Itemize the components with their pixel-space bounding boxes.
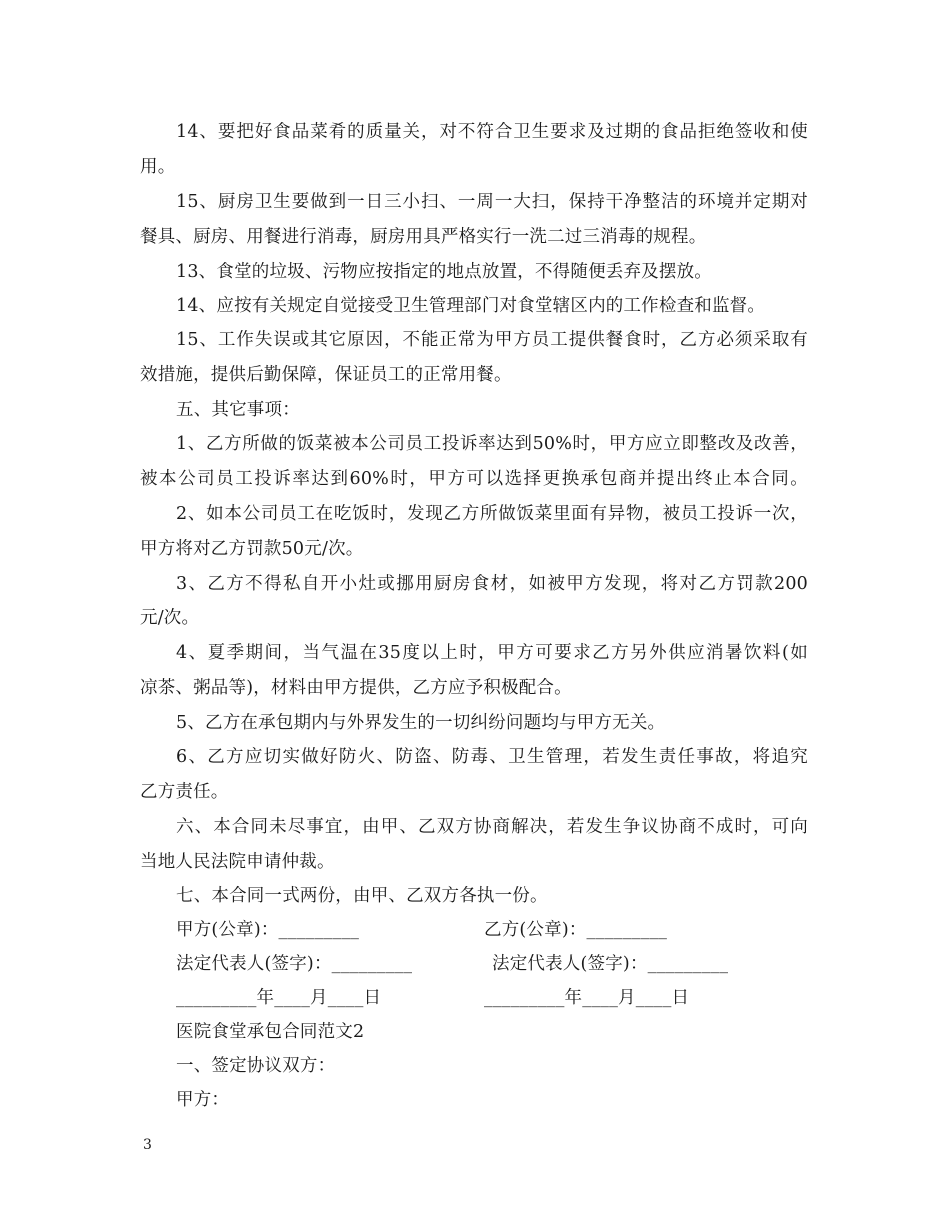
paragraph-line: 14、要把好食品菜肴的质量关，对不符合卫生要求及过期的食品拒绝签收和使 [176, 122, 808, 142]
party-a-representative-field: 法定代表人(签字)：_________ [176, 954, 413, 974]
paragraph-line: 1、乙方所做的饭菜被本公司员工投诉率达到50%时，甲方应立即整改及改善， [176, 434, 808, 454]
paragraph-line: 6、乙方应切实做好防火、防盗、防毒、卫生管理，若发生责任事故，将追究 [176, 747, 808, 767]
section-heading: 五、其它事项： [176, 400, 300, 420]
paragraph-line: 15、厨房卫生要做到一日三小扫、一周一大扫，保持干净整洁的环境并定期对 [176, 192, 808, 212]
paragraph-line: 六、本合同未尽事宜，由甲、乙双方协商解决，若发生争议协商不成时，可向 [176, 817, 808, 837]
paragraph-line: 14、应按有关规定自觉接受卫生管理部门对食堂辖区内的工作检查和监督。 [176, 296, 766, 316]
paragraph-line: 被本公司员工投诉率达到60%时，甲方可以选择更换承包商并提出终止本合同。 [140, 469, 808, 489]
paragraph-line: 用。 [140, 157, 176, 177]
paragraph-line: 4、夏季期间，当气温在35度以上时，甲方可要求乙方另外供应消暑饮料(如 [176, 643, 808, 663]
section-heading: 一、签定协议双方： [176, 1056, 336, 1076]
page-number: 3 [143, 1137, 152, 1153]
paragraph-line: 甲方将对乙方罚款50元/次。 [140, 539, 364, 559]
paragraph-line: 3、乙方不得私自开小灶或挪用厨房食材，如被甲方发现，将对乙方罚款200 [176, 574, 808, 594]
paragraph-line: 2、如本公司员工在吃饭时，发现乙方所做饭菜里面有异物，被员工投诉一次， [176, 504, 808, 524]
paragraph-line: 七、本合同一式两份，由甲、乙双方各执一份。 [176, 886, 548, 906]
paragraph-line: 凉茶、粥品等)，材料由甲方提供，乙方应予积极配合。 [140, 678, 572, 698]
paragraph-line: 13、食堂的垃圾、污物应按指定的地点放置，不得随便丢弃及摆放。 [176, 262, 712, 282]
paragraph-line: 乙方责任。 [140, 782, 229, 802]
party-b-date-field: _________年____月____日 [484, 988, 690, 1008]
party-a-seal-field: 甲方(公章)：_________ [176, 920, 360, 940]
paragraph-line: 当地人民法院申请仲裁。 [140, 852, 335, 872]
paragraph-line: 餐具、厨房、用餐进行消毒，厨房用具严格实行一洗二过三消毒的规程。 [140, 227, 707, 247]
party-a-date-field: _________年____月____日 [176, 988, 382, 1008]
paragraph-line: 5、乙方在承包期内与外界发生的一切纠纷问题均与甲方无关。 [176, 713, 666, 733]
paragraph-line: 效措施，提供后勤保障，保证员工的正常用餐。 [140, 365, 512, 385]
party-b-representative-field: 法定代表人(签字)：_________ [492, 954, 729, 974]
next-document-title: 医院食堂承包合同范文2 [176, 1022, 365, 1042]
paragraph-line: 15、工作失误或其它原因，不能正常为甲方员工提供餐食时，乙方必须采取有 [176, 330, 808, 350]
party-a-label: 甲方： [176, 1090, 230, 1110]
party-b-seal-field: 乙方(公章)：_________ [484, 920, 668, 940]
paragraph-line: 元/次。 [140, 608, 200, 628]
